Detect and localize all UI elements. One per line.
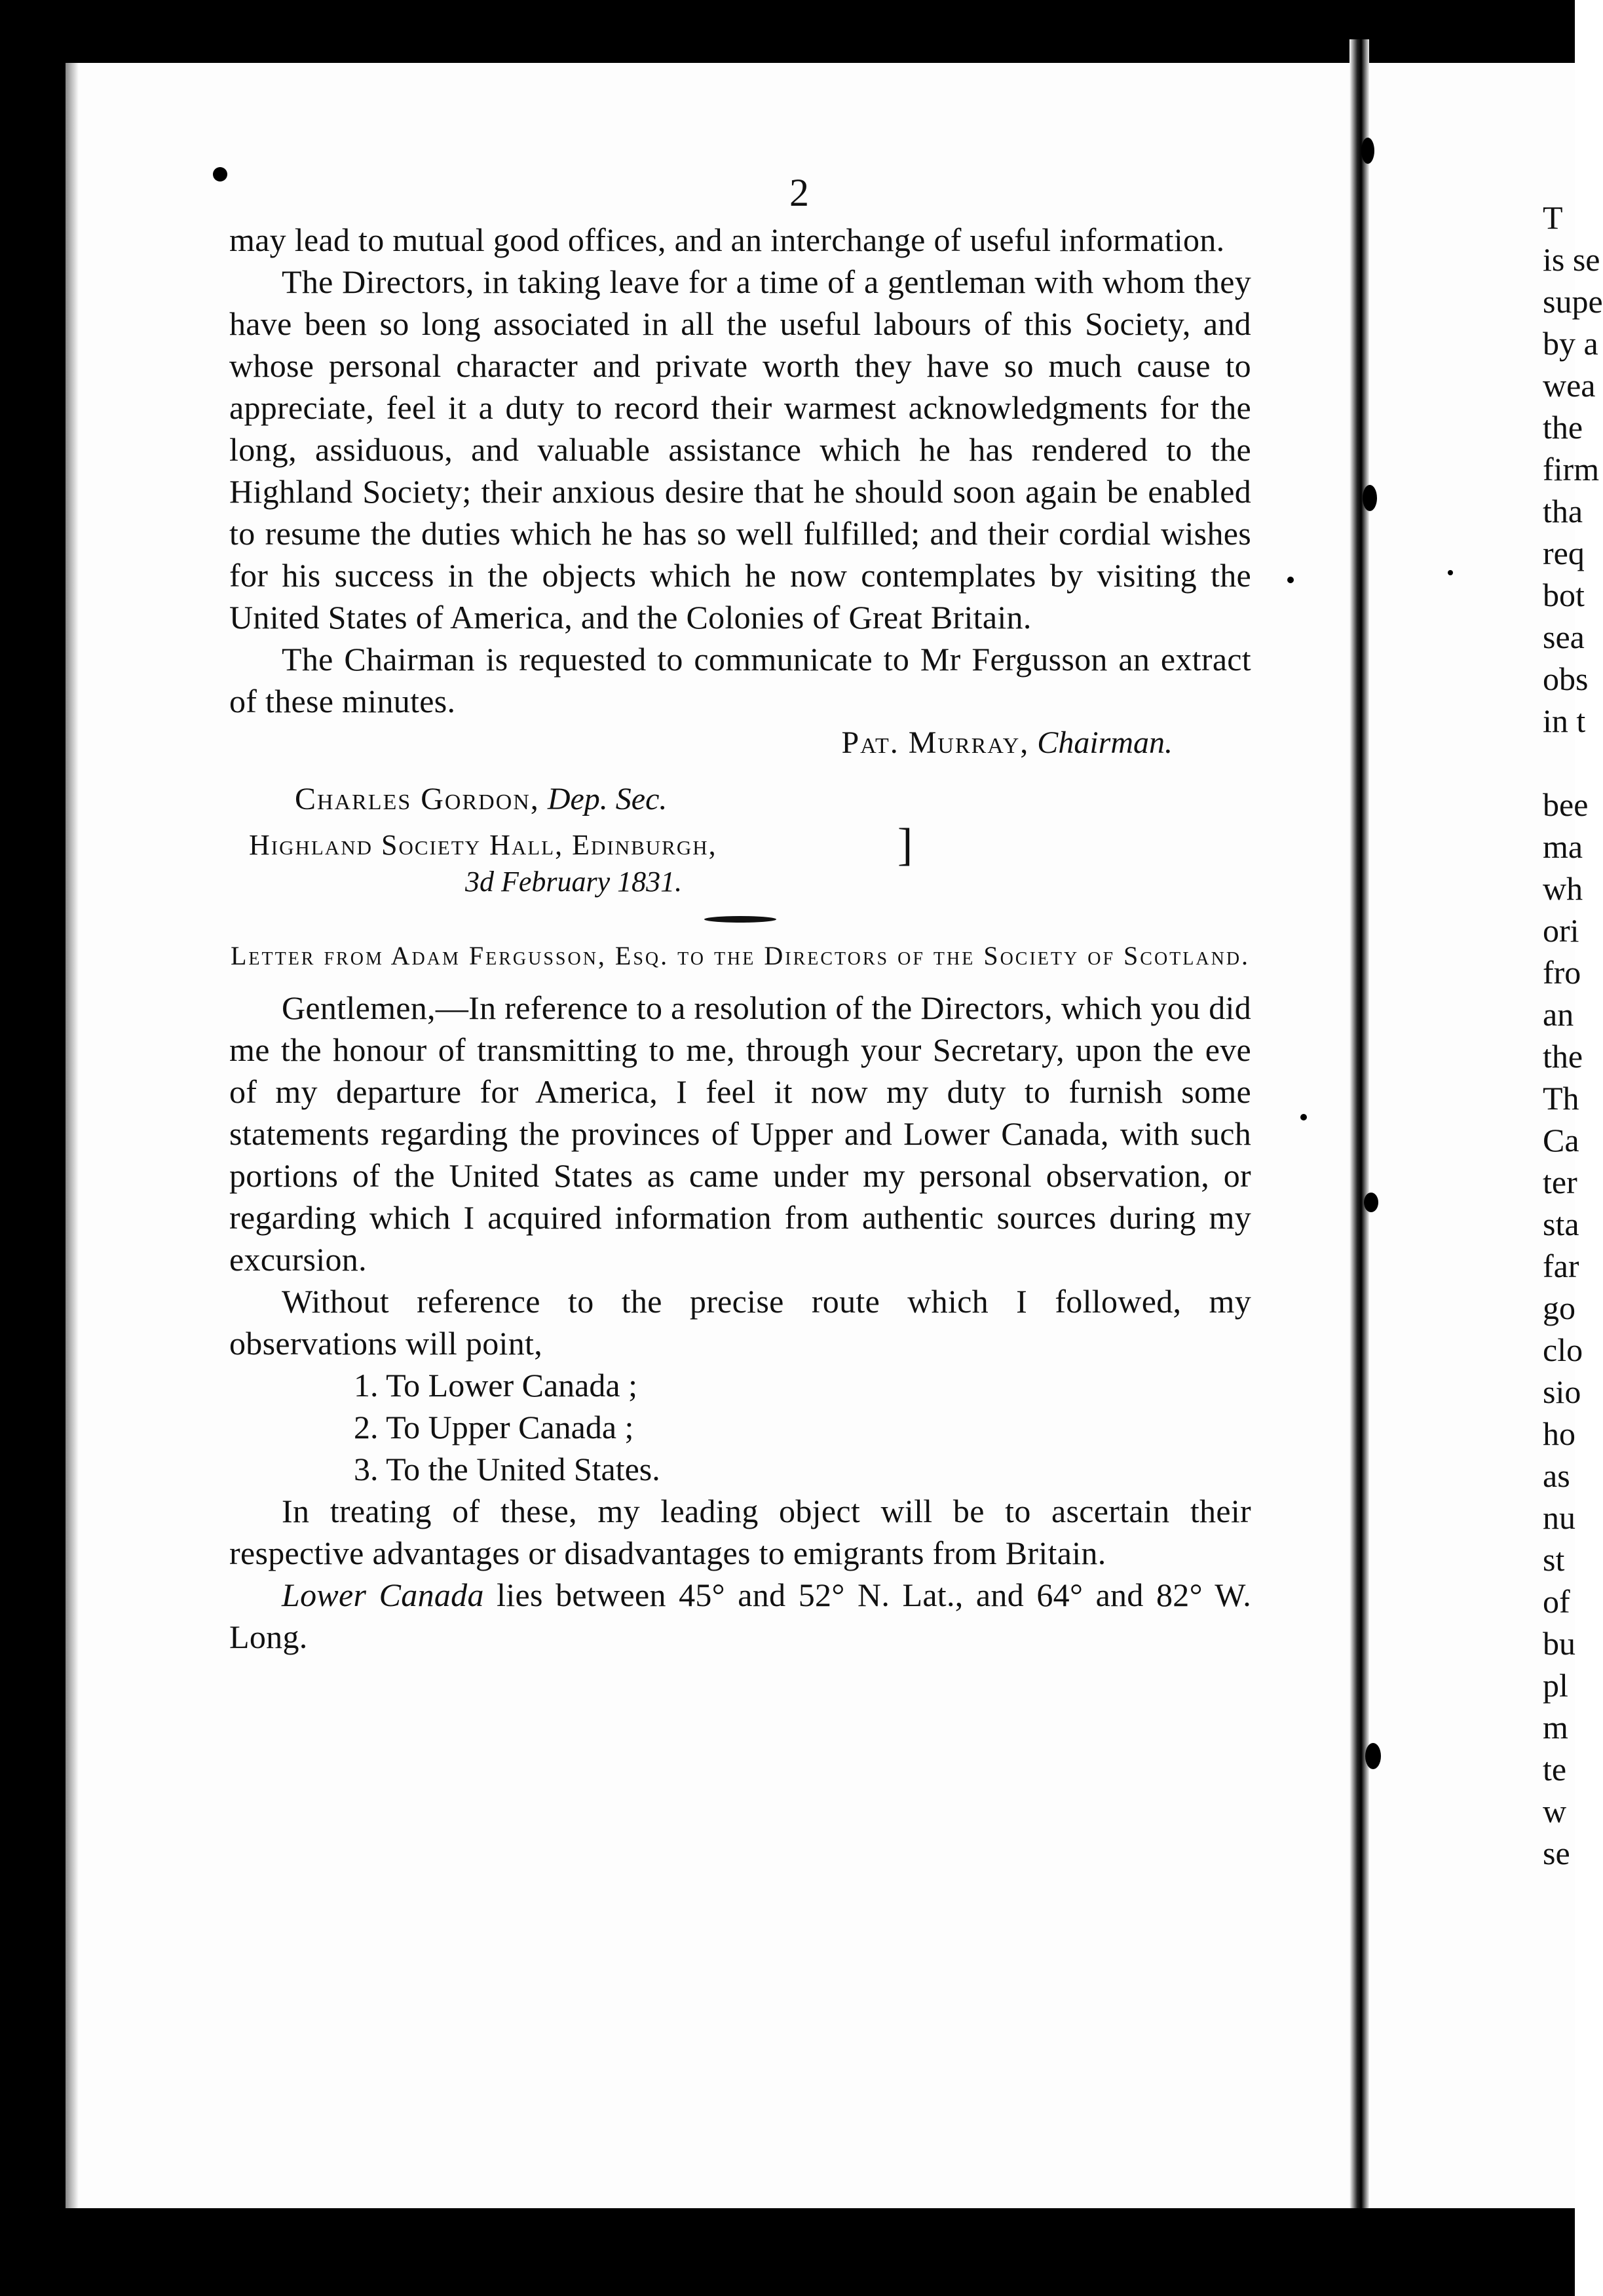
- chairman-signature: [229, 722, 1251, 764]
- facing-page-fragment: firm: [1543, 451, 1600, 488]
- facing-page-fragment: st: [1543, 1541, 1565, 1578]
- final-italic: Lower Canada: [282, 1577, 484, 1613]
- paragraph: The Chairman is requested to communicate to Mr Fergusson an extract of these minutes.: [229, 641, 1251, 719]
- facing-page-fragment: obs: [1543, 660, 1589, 697]
- date: 3d February 1831.: [465, 866, 683, 898]
- facing-page-fragment: bu: [1543, 1625, 1575, 1662]
- facing-page-fragment: te: [1543, 1751, 1567, 1788]
- numbered-list: [229, 1364, 1251, 1490]
- facing-page-fragment: an: [1543, 996, 1574, 1033]
- facing-page-fragment: is se: [1543, 241, 1600, 278]
- speck-mark: [1364, 1193, 1378, 1212]
- facing-page-fragment: in t: [1543, 702, 1586, 739]
- facing-page-fragment: [1543, 742, 1582, 784]
- scan-border-left: [0, 0, 66, 2296]
- book-gutter: [1349, 39, 1369, 2228]
- letter-paragraph: Gentlemen,—In reference to a resolution of the Directors, which you did me the honour of transmitting to me, through your Secretary, upon the eve of my departure for America, I feel it now my duty to furnish some statements regarding the provinces of Upper and Lower Canada, with such portions of the United States as came under my personal observation, or regarding which I acquired information from authentic sources during my excursion.: [229, 989, 1251, 1278]
- facing-page-fragment: wh: [1543, 870, 1583, 907]
- list-item: 2. To Upper Canada ;: [354, 1409, 634, 1445]
- paragraph: may lead to mutual good offices, and an interchange of useful information.: [229, 221, 1225, 258]
- facing-page-fragment: of: [1543, 1583, 1570, 1620]
- facing-page-fragment: T: [1543, 199, 1563, 236]
- facing-page-fragment: m: [1543, 1709, 1568, 1746]
- scan-border-bottom: [0, 2208, 1575, 2296]
- speck-mark: [1363, 485, 1377, 511]
- facing-page-fragment: clo: [1543, 1331, 1583, 1368]
- bracket-glyph: ]: [897, 820, 913, 870]
- address: Highland Society Hall, Edinburgh,: [249, 829, 717, 861]
- facing-page-fragment: Th: [1543, 1080, 1579, 1117]
- chairman-title: Chairman.: [1037, 725, 1173, 760]
- facing-page-fragment: bee: [1543, 786, 1589, 823]
- facing-page-fragment: ho: [1543, 1415, 1575, 1452]
- speck-mark: [213, 167, 227, 182]
- speck-mark: [1361, 138, 1374, 164]
- list-item: 1. To Lower Canada ;: [354, 1367, 637, 1404]
- chairman-name: Pat. Murray,: [841, 725, 1030, 760]
- facing-page-fragment: req: [1543, 535, 1585, 571]
- address-block: [229, 820, 1251, 900]
- facing-page-fragment: go: [1543, 1290, 1575, 1326]
- speck-mark: [1365, 1743, 1381, 1769]
- text-column: [229, 170, 1251, 1658]
- speck-mark: [1300, 1114, 1307, 1120]
- facing-page-fragment: tha: [1543, 493, 1583, 529]
- paragraph: In treating of these, my leading object will be to ascertain their respective advantages or disadvantages to emigrants from Britain.: [229, 1493, 1251, 1571]
- paragraph: The Directors, in taking leave for a time of a gentleman with whom they have been so long associated in all the useful labours of this Society, and whose personal character and private worth they have so much cause to appreciate, feel it a duty to record their warmest acknowledgments for the long, assiduous, and valuable assistance which he has rendered to the Highland Society; their anxious desire that he should soon again be enabled to resume the duties which he has so well fulfilled; and their cordial wishes for his success in the objects which he now contemplates by visiting the United States of America, and the Colonies of Great Britain.: [229, 263, 1251, 636]
- facing-page-fragment: supe: [1543, 283, 1603, 320]
- speck-mark: [1287, 577, 1294, 583]
- page-number: 2: [789, 171, 809, 214]
- facing-page-fragment: fro: [1543, 954, 1581, 991]
- ornamental-divider: [704, 916, 776, 923]
- facing-page-fragment: ma: [1543, 828, 1583, 865]
- facing-page-fragment: by a: [1543, 325, 1598, 362]
- facing-page-text-fragments: [1543, 197, 1603, 1874]
- speck-mark: [1448, 570, 1453, 575]
- facing-page-fragment: the: [1543, 1038, 1583, 1075]
- letter-paragraph: Without reference to the precise route which I followed, my observations will point,: [229, 1283, 1251, 1362]
- facing-page-fragment: ter: [1543, 1164, 1577, 1200]
- list-item: 3. To the United States.: [354, 1451, 660, 1487]
- letter-heading: Letter from Adam Fergusson, Esq. to the Directors of the Society of Scotland.: [230, 941, 1251, 970]
- facing-page-fragment: sta: [1543, 1206, 1579, 1242]
- facing-page-fragment: Ca: [1543, 1122, 1579, 1158]
- facing-page-fragment: w: [1543, 1793, 1567, 1829]
- final-paragraph: [229, 1574, 1251, 1658]
- deputy-secretary-signature: [229, 778, 1251, 820]
- facing-page-fragment: pl: [1543, 1667, 1568, 1704]
- deputy-name: Charles Gordon,: [295, 782, 540, 816]
- facing-page-fragment: sio: [1543, 1373, 1581, 1410]
- facing-page-fragment: as: [1543, 1457, 1570, 1494]
- facing-page-fragment: wea: [1543, 367, 1596, 404]
- scan-border-top: [0, 0, 1575, 63]
- facing-page-fragment: far: [1543, 1248, 1579, 1284]
- facing-page-fragment: bot: [1543, 577, 1585, 613]
- facing-page-fragment: the: [1543, 409, 1583, 446]
- deputy-title: Dep. Sec.: [547, 782, 668, 816]
- final-text: lies between 45° and 52° N. Lat., and 64° and 82° W. Long.: [229, 1577, 1252, 1655]
- facing-page-fragment: nu: [1543, 1499, 1575, 1536]
- facing-page-fragment: se: [1543, 1835, 1570, 1871]
- left-page-edge-shadow: [66, 63, 79, 2208]
- facing-page-fragment: sea: [1543, 619, 1585, 655]
- facing-page-fragment: ori: [1543, 912, 1579, 949]
